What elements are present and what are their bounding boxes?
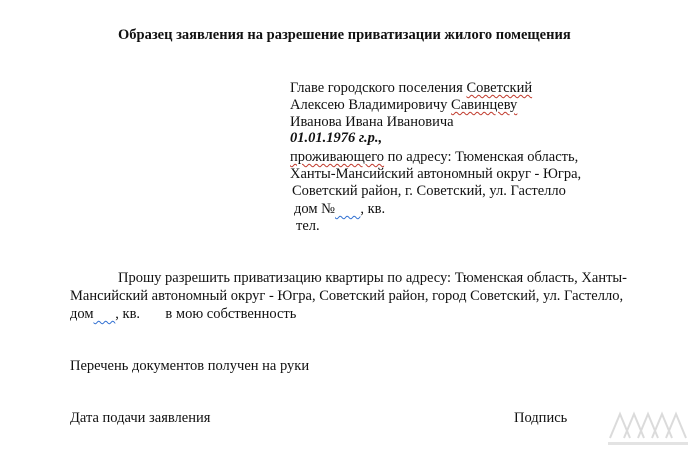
- request-line-2: Мансийский автономный округ - Югра, Советский район, город Советский, ул. Гастелло,: [70, 288, 624, 304]
- applicant-phone: тел.: [296, 218, 320, 234]
- document-title: Образец заявления на разрешение приватизации жилого помещения: [118, 27, 571, 43]
- request-line-3: [70, 306, 296, 323]
- applicant-address-line-2: Ханты-Мансийский автономный округ - Югра,: [290, 166, 582, 182]
- applicant-address-line-4: [294, 201, 385, 218]
- applicant-name: Иванова Ивана Ивановича: [290, 114, 454, 130]
- house-prefix: дом: [294, 201, 322, 217]
- address-rest: по адресу: Тюменская область,: [384, 149, 579, 165]
- addressee-surname: Савинцеву: [451, 97, 518, 113]
- date-label: Дата подачи заявления: [70, 410, 211, 426]
- addressee-line-1: [290, 80, 532, 97]
- documents-received: Перечень документов получен на руки: [70, 358, 310, 374]
- watermark-logo: [602, 404, 694, 450]
- signature-label: Подпись: [514, 410, 568, 426]
- house-word: дом: [70, 306, 94, 322]
- applicant-dob: 01.01.1976 г.р.,: [290, 130, 383, 146]
- request-line-3-rest: , кв. в мою собственность: [115, 306, 297, 322]
- addressee-name-prefix: Алексею Владимировичу: [290, 97, 452, 113]
- addressee-line-2: [290, 97, 517, 114]
- apartment-label: , кв.: [360, 201, 386, 217]
- house-number-blank: [94, 306, 116, 322]
- addressee-prefix: Главе городского поселения: [290, 80, 467, 96]
- applicant-address-line-1: [290, 149, 578, 166]
- applicant-address-line-3: Советский район, г. Советский, ул. Гастелло: [292, 183, 566, 199]
- request-line-1: Прошу разрешить приватизацию квартиры по адресу: Тюменская область, Ханты-: [118, 270, 627, 286]
- residing-word: проживающего: [290, 149, 385, 165]
- house-blank: [335, 201, 360, 217]
- addressee-settlement: Советский: [466, 80, 533, 96]
- number-sign: №: [321, 201, 335, 217]
